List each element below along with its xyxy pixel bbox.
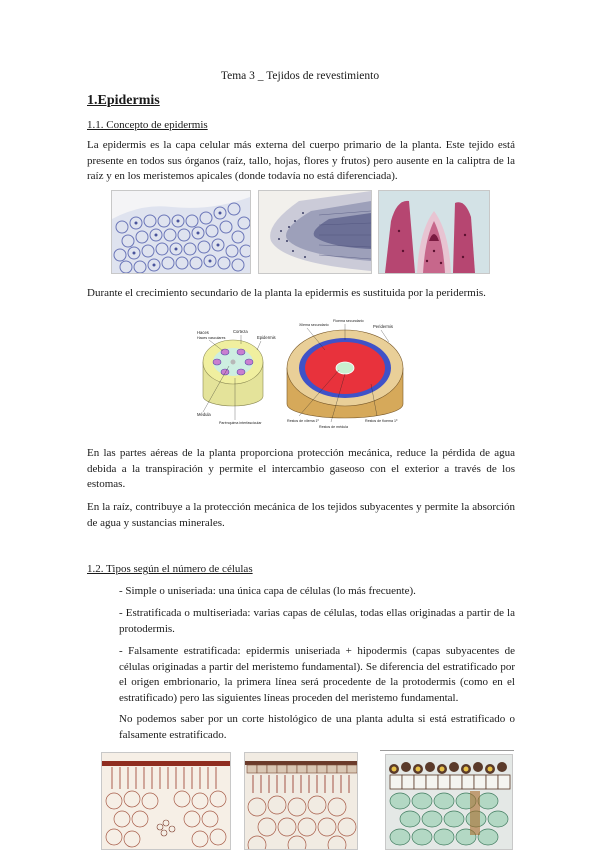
micrograph-stratified-epidermis (244, 752, 358, 850)
label-floema: Floema secundario (333, 319, 364, 323)
micrograph-root-apex (258, 190, 372, 274)
heading-epidermis: 1.Epidermis (87, 93, 160, 108)
label-parenquima: Parénquima interfascicular (219, 421, 262, 425)
label-haces: Haces vasculares (197, 336, 226, 340)
label-haces-line1: Haces (197, 330, 209, 335)
label-restos-floema: Restos de floema 1º (365, 419, 398, 423)
label-restos-xilema: Restos de xilema 1º (287, 419, 319, 423)
label-restos-medula: Restos de médula (319, 425, 348, 429)
list-item-estratificada: - Estratificada o multiseriada: varias capas de células, todas ellas originadas a partir de la protodermis. (119, 607, 515, 635)
list-item-simple: - Simple o uniseriada: una única capa de células (lo más frecuente). (119, 585, 416, 597)
label-xilema: Xilema secundario (299, 323, 329, 327)
paragraph-aerial-function: En las partes aéreas de la planta proporciona protección mecánica, reduce la pérdida de agua debida a la transpiración y permite el intercambio gaseoso con el exterior a través de los estomas. (87, 447, 515, 490)
micrograph-false-stratified (385, 754, 513, 850)
micrograph-epidermis-cells (111, 190, 251, 274)
paragraph-note: No podemos saber por un corte histológico de una planta adulta si está estratificado o falsamente estratificado. (119, 713, 515, 741)
document-title: Tema 3 _ Tejidos de revestimiento (220, 70, 380, 82)
label-medula: Médula (197, 412, 211, 417)
micrograph-shoot-apex (378, 190, 490, 274)
label-peridermis: Peridermis (373, 324, 394, 329)
label-epidermis: Epidermis (257, 335, 276, 340)
list-item-falsamente: - Falsamente estratificada: epidermis uniseriada + hipodermis (capas subyacentes de células originadas a partir del meristemo fundamental). Se diferencia del estratificado por el origen embrionario, la primera línea será procedente de la protodermis (como en el estratificado) pero las siguientes líneas proceden del meristemo fundamental. (119, 645, 515, 704)
label-corteza: Corteza (233, 329, 248, 334)
paragraph-root-function: En la raíz, contribuye a la protección mecánica de los tejidos subyacentes y permite la absorción de agua y sustancias minerales. (87, 501, 515, 529)
heading-tipos: 1.2. Tipos según el número de células (87, 563, 253, 575)
divider-line (380, 750, 514, 751)
stem-growth-diagram (195, 318, 415, 430)
heading-concepto: 1.1. Concepto de epidermis (87, 119, 208, 131)
paragraph-secondary-growth: Durante el crecimiento secundario de la planta la epidermis es sustituida por la peridermis. (87, 287, 486, 299)
micrograph-simple-epidermis (101, 752, 231, 850)
paragraph-intro: La epidermis es la capa celular más externa del cuerpo primario de la planta. Este tejido está presente en todos sus órganos (raíz, tallo, hojas, flores y frutos) pero ausente en la caliptra de la raíz y en los meristemos apicales (donde todavía no está diferenciada). (87, 139, 515, 182)
